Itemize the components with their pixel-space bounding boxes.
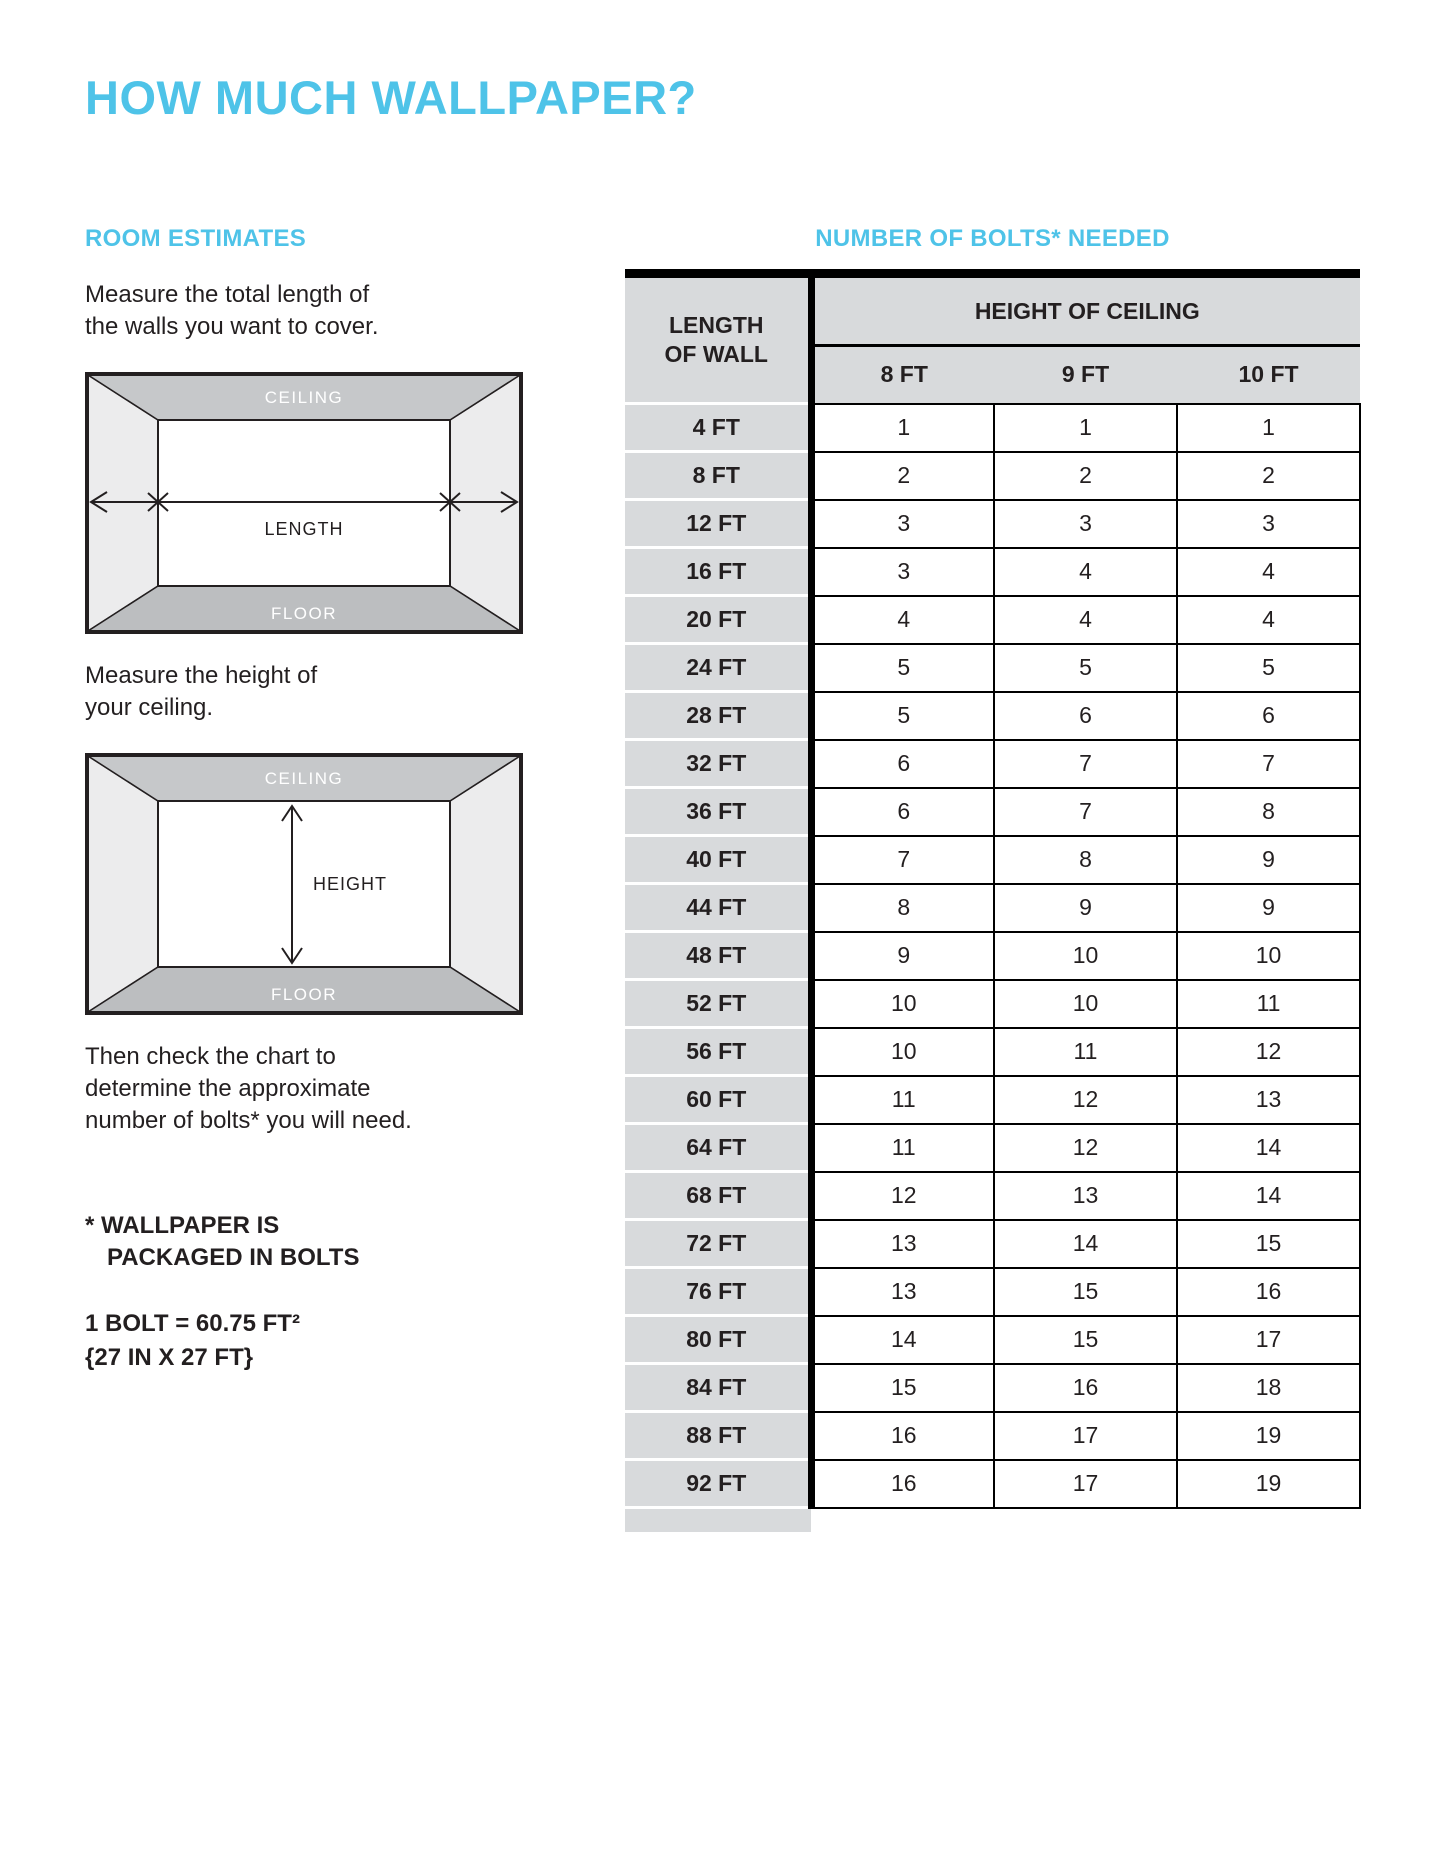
bolt-count-cell: 11 bbox=[811, 1076, 994, 1124]
bolt-count-cell: 10 bbox=[1177, 932, 1360, 980]
bolt-count-cell: 9 bbox=[811, 932, 994, 980]
room-length-diagram bbox=[85, 372, 523, 634]
bolt-count-cell: 14 bbox=[811, 1316, 994, 1364]
bolt-count-cell: 6 bbox=[811, 740, 994, 788]
bolt-count-cell: 11 bbox=[1177, 980, 1360, 1028]
wall-length-cell: 60 FT bbox=[625, 1076, 811, 1124]
bolts-row bbox=[625, 1364, 1360, 1412]
wall-length-cell: 20 FT bbox=[625, 596, 811, 644]
wall-length-cell: 24 FT bbox=[625, 644, 811, 692]
wall-length-cell: 52 FT bbox=[625, 980, 811, 1028]
bolts-row bbox=[625, 1316, 1360, 1364]
wall-length-cell: 8 FT bbox=[625, 452, 811, 500]
bolt-count-cell: 11 bbox=[994, 1028, 1177, 1076]
footnote-line: PACKAGED IN BOLTS bbox=[107, 1244, 360, 1272]
wall-length-cell: 88 FT bbox=[625, 1412, 811, 1460]
wall-length-cell: 4 FT bbox=[625, 404, 811, 452]
bolt-count-cell: 7 bbox=[994, 788, 1177, 836]
bolt-count-cell: 10 bbox=[994, 932, 1177, 980]
back-wall bbox=[158, 801, 450, 967]
paragraph-line: the walls you want to cover. bbox=[85, 313, 379, 341]
bolt-count-cell: 13 bbox=[1177, 1076, 1360, 1124]
bolt-count-cell: 4 bbox=[811, 596, 994, 644]
bolts-row bbox=[625, 1220, 1360, 1268]
bolt-count-cell: 13 bbox=[811, 1220, 994, 1268]
wall-length-cell: 32 FT bbox=[625, 740, 811, 788]
bolt-count-cell: 13 bbox=[994, 1172, 1177, 1220]
bolts-row bbox=[625, 1172, 1360, 1220]
bolt-count-cell: 3 bbox=[811, 500, 994, 548]
bolts-row bbox=[625, 884, 1360, 932]
bolt-count-cell: 15 bbox=[994, 1316, 1177, 1364]
height-of-ceiling-header: HEIGHT OF CEILING bbox=[811, 274, 1360, 346]
check-chart-paragraph bbox=[85, 1041, 523, 1138]
bolt-info-line: {27 IN X 27 FT} bbox=[85, 1344, 254, 1372]
bolt-count-cell: 1 bbox=[1177, 404, 1360, 452]
height-label: HEIGHT bbox=[313, 873, 388, 894]
bolt-count-cell: 4 bbox=[994, 548, 1177, 596]
wall-length-cell: 28 FT bbox=[625, 692, 811, 740]
bolt-count-cell: 2 bbox=[994, 452, 1177, 500]
bolt-count-cell: 4 bbox=[994, 596, 1177, 644]
bolt-count-cell: 4 bbox=[1177, 548, 1360, 596]
bolt-count-cell: 7 bbox=[811, 836, 994, 884]
paragraph-line: Measure the height of bbox=[85, 661, 318, 689]
bolts-needed-heading: NUMBER OF BOLTS* NEEDED bbox=[815, 225, 1170, 252]
length-column-filler bbox=[625, 1508, 811, 1532]
bolt-count-cell: 9 bbox=[1177, 884, 1360, 932]
length-of-wall-header-line: LENGTH bbox=[668, 312, 764, 339]
bolt-count-cell: 7 bbox=[994, 740, 1177, 788]
bolts-row bbox=[625, 788, 1360, 836]
bolt-count-cell: 8 bbox=[811, 884, 994, 932]
wall-length-cell: 12 FT bbox=[625, 500, 811, 548]
wall-length-cell: 16 FT bbox=[625, 548, 811, 596]
bolt-count-cell: 10 bbox=[811, 1028, 994, 1076]
wall-length-cell: 48 FT bbox=[625, 932, 811, 980]
ceiling-label: CEILING bbox=[264, 387, 344, 407]
bolt-count-cell: 10 bbox=[811, 980, 994, 1028]
bolt-count-cell: 8 bbox=[1177, 788, 1360, 836]
bolts-row bbox=[625, 404, 1360, 452]
bolt-count-cell: 5 bbox=[811, 692, 994, 740]
group-header-row bbox=[625, 274, 1360, 346]
measure-length-paragraph bbox=[85, 279, 523, 344]
page-title: HOW MUCH WALLPAPER? bbox=[85, 71, 697, 124]
bolt-count-cell: 14 bbox=[994, 1220, 1177, 1268]
bolt-count-cell: 3 bbox=[1177, 500, 1360, 548]
bolts-row bbox=[625, 836, 1360, 884]
bolt-count-cell: 3 bbox=[811, 548, 994, 596]
footnote-line: WALLPAPER IS bbox=[101, 1211, 280, 1239]
wall-length-cell: 72 FT bbox=[625, 1220, 811, 1268]
wall-length-cell: 40 FT bbox=[625, 836, 811, 884]
bolts-row bbox=[625, 644, 1360, 692]
wall-length-cell: 76 FT bbox=[625, 1268, 811, 1316]
bolt-count-cell: 15 bbox=[1177, 1220, 1360, 1268]
wall-length-cell: 84 FT bbox=[625, 1364, 811, 1412]
bolts-row bbox=[625, 980, 1360, 1028]
bolt-count-cell: 1 bbox=[811, 404, 994, 452]
bolt-count-cell: 6 bbox=[994, 692, 1177, 740]
bolt-count-cell: 12 bbox=[994, 1076, 1177, 1124]
room-estimates-section bbox=[85, 225, 523, 1532]
paragraph-line: determine the approximate bbox=[85, 1074, 371, 1102]
bolt-count-cell: 16 bbox=[811, 1460, 994, 1508]
ceiling-label: CEILING bbox=[264, 768, 344, 788]
bolts-row bbox=[625, 1412, 1360, 1460]
bolt-count-cell: 15 bbox=[994, 1268, 1177, 1316]
floor-label: FLOOR bbox=[270, 984, 338, 1004]
bolts-row bbox=[625, 740, 1360, 788]
bolt-count-cell: 12 bbox=[811, 1172, 994, 1220]
wall-length-cell: 92 FT bbox=[625, 1460, 811, 1508]
paragraph-line: your ceiling. bbox=[85, 694, 214, 722]
bolt-count-cell: 1 bbox=[994, 404, 1177, 452]
content-columns bbox=[85, 225, 1360, 1532]
wall-length-cell: 68 FT bbox=[625, 1172, 811, 1220]
bolt-count-cell: 4 bbox=[1177, 596, 1360, 644]
col-header-10ft: 10 FT bbox=[1177, 346, 1360, 404]
bolt-count-cell: 6 bbox=[811, 788, 994, 836]
bolts-row bbox=[625, 692, 1360, 740]
bolts-row bbox=[625, 1124, 1360, 1172]
bolt-count-cell: 2 bbox=[811, 452, 994, 500]
table-filler-row bbox=[625, 1508, 1360, 1532]
bolt-count-cell: 16 bbox=[994, 1364, 1177, 1412]
bolts-row bbox=[625, 1268, 1360, 1316]
bolt-count-cell: 3 bbox=[994, 500, 1177, 548]
paragraph-line: number of bolts* you will need. bbox=[85, 1107, 412, 1135]
wall-length-cell: 80 FT bbox=[625, 1316, 811, 1364]
floor-label: FLOOR bbox=[270, 603, 338, 623]
bolt-size-info bbox=[85, 1307, 523, 1377]
bolts-table-body bbox=[625, 404, 1360, 1508]
bolt-count-cell: 12 bbox=[1177, 1028, 1360, 1076]
bolt-count-cell: 5 bbox=[1177, 644, 1360, 692]
wall-length-cell: 56 FT bbox=[625, 1028, 811, 1076]
bolt-count-cell: 19 bbox=[1177, 1412, 1360, 1460]
length-of-wall-header bbox=[625, 274, 811, 404]
wall-length-cell: 36 FT bbox=[625, 788, 811, 836]
measure-height-paragraph bbox=[85, 660, 523, 725]
bolts-row bbox=[625, 596, 1360, 644]
bolt-count-cell: 14 bbox=[1177, 1124, 1360, 1172]
bolt-count-cell: 8 bbox=[994, 836, 1177, 884]
bolt-info-line: 1 BOLT = 60.75 FT² bbox=[85, 1309, 300, 1337]
bolt-count-cell: 11 bbox=[811, 1124, 994, 1172]
bolts-table bbox=[625, 269, 1361, 1532]
bolt-count-cell: 9 bbox=[994, 884, 1177, 932]
length-of-wall-header-line: OF WALL bbox=[664, 341, 768, 367]
bolts-row bbox=[625, 500, 1360, 548]
bolt-count-cell: 17 bbox=[1177, 1316, 1360, 1364]
length-label: LENGTH bbox=[264, 518, 344, 539]
bolt-count-cell: 19 bbox=[1177, 1460, 1360, 1508]
bolts-row bbox=[625, 1028, 1360, 1076]
room-estimates-heading: ROOM ESTIMATES bbox=[85, 225, 307, 252]
bolt-count-cell: 7 bbox=[1177, 740, 1360, 788]
col-header-9ft: 9 FT bbox=[994, 346, 1177, 404]
bolt-count-cell: 14 bbox=[1177, 1172, 1360, 1220]
bolt-count-cell: 15 bbox=[811, 1364, 994, 1412]
asterisk: * bbox=[85, 1211, 95, 1239]
paragraph-line: Measure the total length of bbox=[85, 281, 370, 308]
col-header-8ft: 8 FT bbox=[811, 346, 994, 404]
bolt-count-cell: 2 bbox=[1177, 452, 1360, 500]
bolt-count-cell: 9 bbox=[1177, 836, 1360, 884]
bolts-row bbox=[625, 1076, 1360, 1124]
bolts-row bbox=[625, 1460, 1360, 1508]
bolts-row bbox=[625, 452, 1360, 500]
bolt-count-cell: 6 bbox=[1177, 692, 1360, 740]
bolts-row bbox=[625, 548, 1360, 596]
bolt-count-cell: 5 bbox=[811, 644, 994, 692]
filler-blank bbox=[811, 1508, 1360, 1532]
room-height-diagram bbox=[85, 753, 523, 1015]
paragraph-line: Then check the chart to bbox=[85, 1042, 336, 1070]
bolt-count-cell: 13 bbox=[811, 1268, 994, 1316]
wallpaper-bolts-footnote bbox=[85, 1210, 523, 1275]
bolt-count-cell: 10 bbox=[994, 980, 1177, 1028]
bolts-row bbox=[625, 932, 1360, 980]
bolt-count-cell: 5 bbox=[994, 644, 1177, 692]
bolt-count-cell: 16 bbox=[811, 1412, 994, 1460]
bolt-count-cell: 18 bbox=[1177, 1364, 1360, 1412]
bolt-count-cell: 17 bbox=[994, 1412, 1177, 1460]
wall-length-cell: 44 FT bbox=[625, 884, 811, 932]
bolt-count-cell: 17 bbox=[994, 1460, 1177, 1508]
bolt-count-cell: 12 bbox=[994, 1124, 1177, 1172]
bolts-needed-section bbox=[625, 225, 1360, 1532]
bolt-count-cell: 16 bbox=[1177, 1268, 1360, 1316]
wall-length-cell: 64 FT bbox=[625, 1124, 811, 1172]
